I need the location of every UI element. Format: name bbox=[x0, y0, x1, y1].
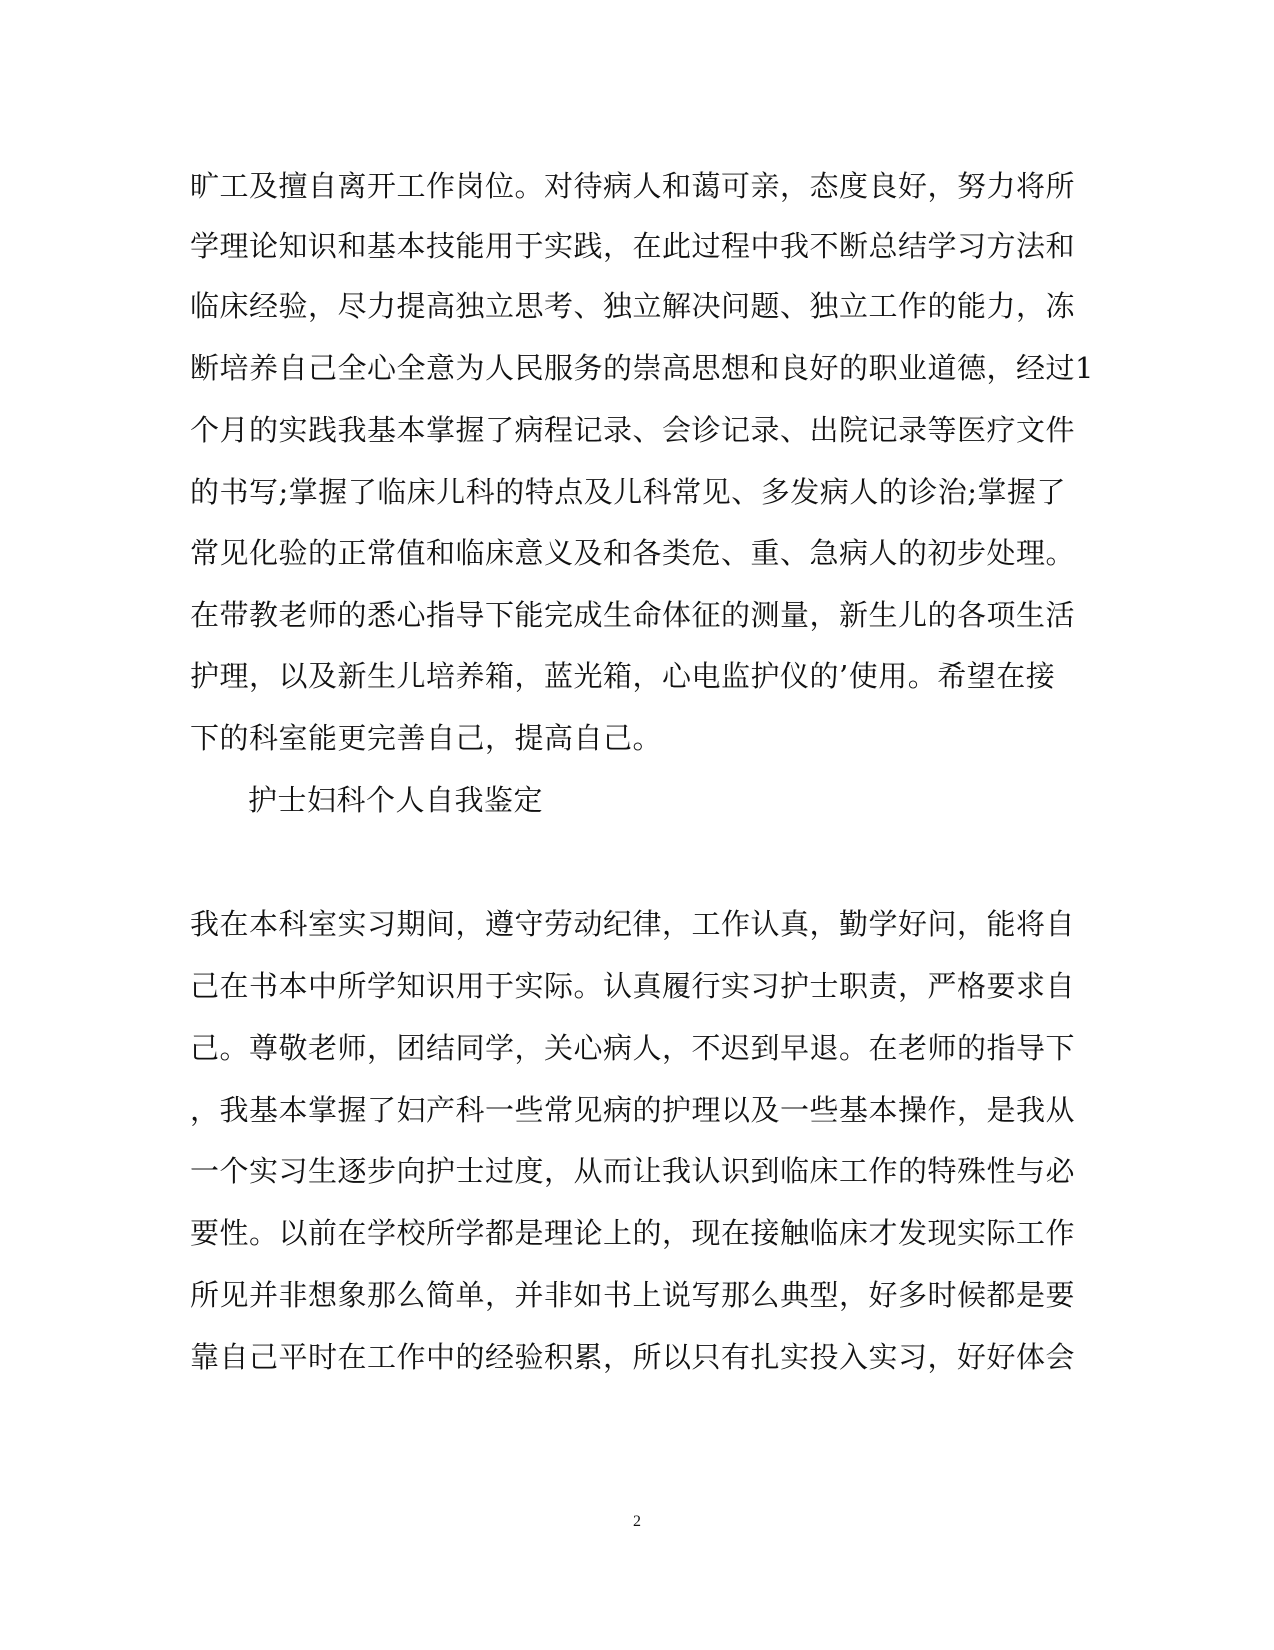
text-line: 常见化验的正常值和临床意义及和各类危、重、急病人的初步处理。 bbox=[190, 536, 1076, 570]
text-line: 要性。以前在学校所学都是理论上的，现在接触临床才发现实际工作 bbox=[190, 1216, 1076, 1250]
text-line: 护理，以及新生儿培养箱，蓝光箱，心电监护仪的’使用。希望在接 bbox=[190, 659, 1056, 693]
text-line: 靠自己平时在工作中的经验积累，所以只有扎实投入实习，好好体会 bbox=[190, 1340, 1076, 1374]
text-line: 个月的实践我基本掌握了病程记录、会诊记录、出院记录等医疗文件 bbox=[190, 413, 1076, 447]
text-line: 断培养自己全心全意为人民服务的崇高思想和良好的职业道德，经过1 bbox=[190, 351, 1094, 385]
text-line: 旷工及擅自离开工作岗位。对待病人和蔼可亲，态度良好，努力将所 bbox=[190, 169, 1076, 203]
text-line: 一个实习生逐步向护士过度，从而让我认识到临床工作的特殊性与必 bbox=[190, 1154, 1076, 1188]
text-line: 学理论知识和基本技能用于实践，在此过程中我不断总结学习方法和 bbox=[190, 229, 1076, 263]
text-line: 下的科室能更完善自己，提高自己。 bbox=[190, 721, 663, 755]
text-line: 的书写;掌握了临床儿科的特点及儿科常见、多发病人的诊治;掌握了 bbox=[190, 475, 1067, 509]
text-line: 己在书本中所学知识用于实际。认真履行实习护士职责，严格要求自 bbox=[190, 969, 1076, 1003]
text-line: ，我基本掌握了妇产科一些常见病的护理以及一些基本操作，是我从 bbox=[190, 1093, 1076, 1127]
text-line: 我在本科室实习期间，遵守劳动纪律，工作认真，勤学好问，能将自 bbox=[190, 907, 1076, 941]
text-line: 在带教老师的悉心指导下能完成生命体征的测量，新生儿的各项生活 bbox=[190, 598, 1076, 632]
text-line: 所见并非想象那么简单，并非如书上说写那么典型，好多时候都是要 bbox=[190, 1278, 1076, 1312]
text-line: 临床经验，尽力提高独立思考、独立解决问题、独立工作的能力，冻 bbox=[190, 289, 1076, 323]
section-heading: 护士妇科个人自我鉴定 bbox=[248, 783, 544, 817]
page-number: 2 bbox=[633, 1513, 641, 1530]
text-line: 己。尊敬老师，团结同学，关心病人，不迟到早退。在老师的指导下 bbox=[190, 1031, 1076, 1065]
